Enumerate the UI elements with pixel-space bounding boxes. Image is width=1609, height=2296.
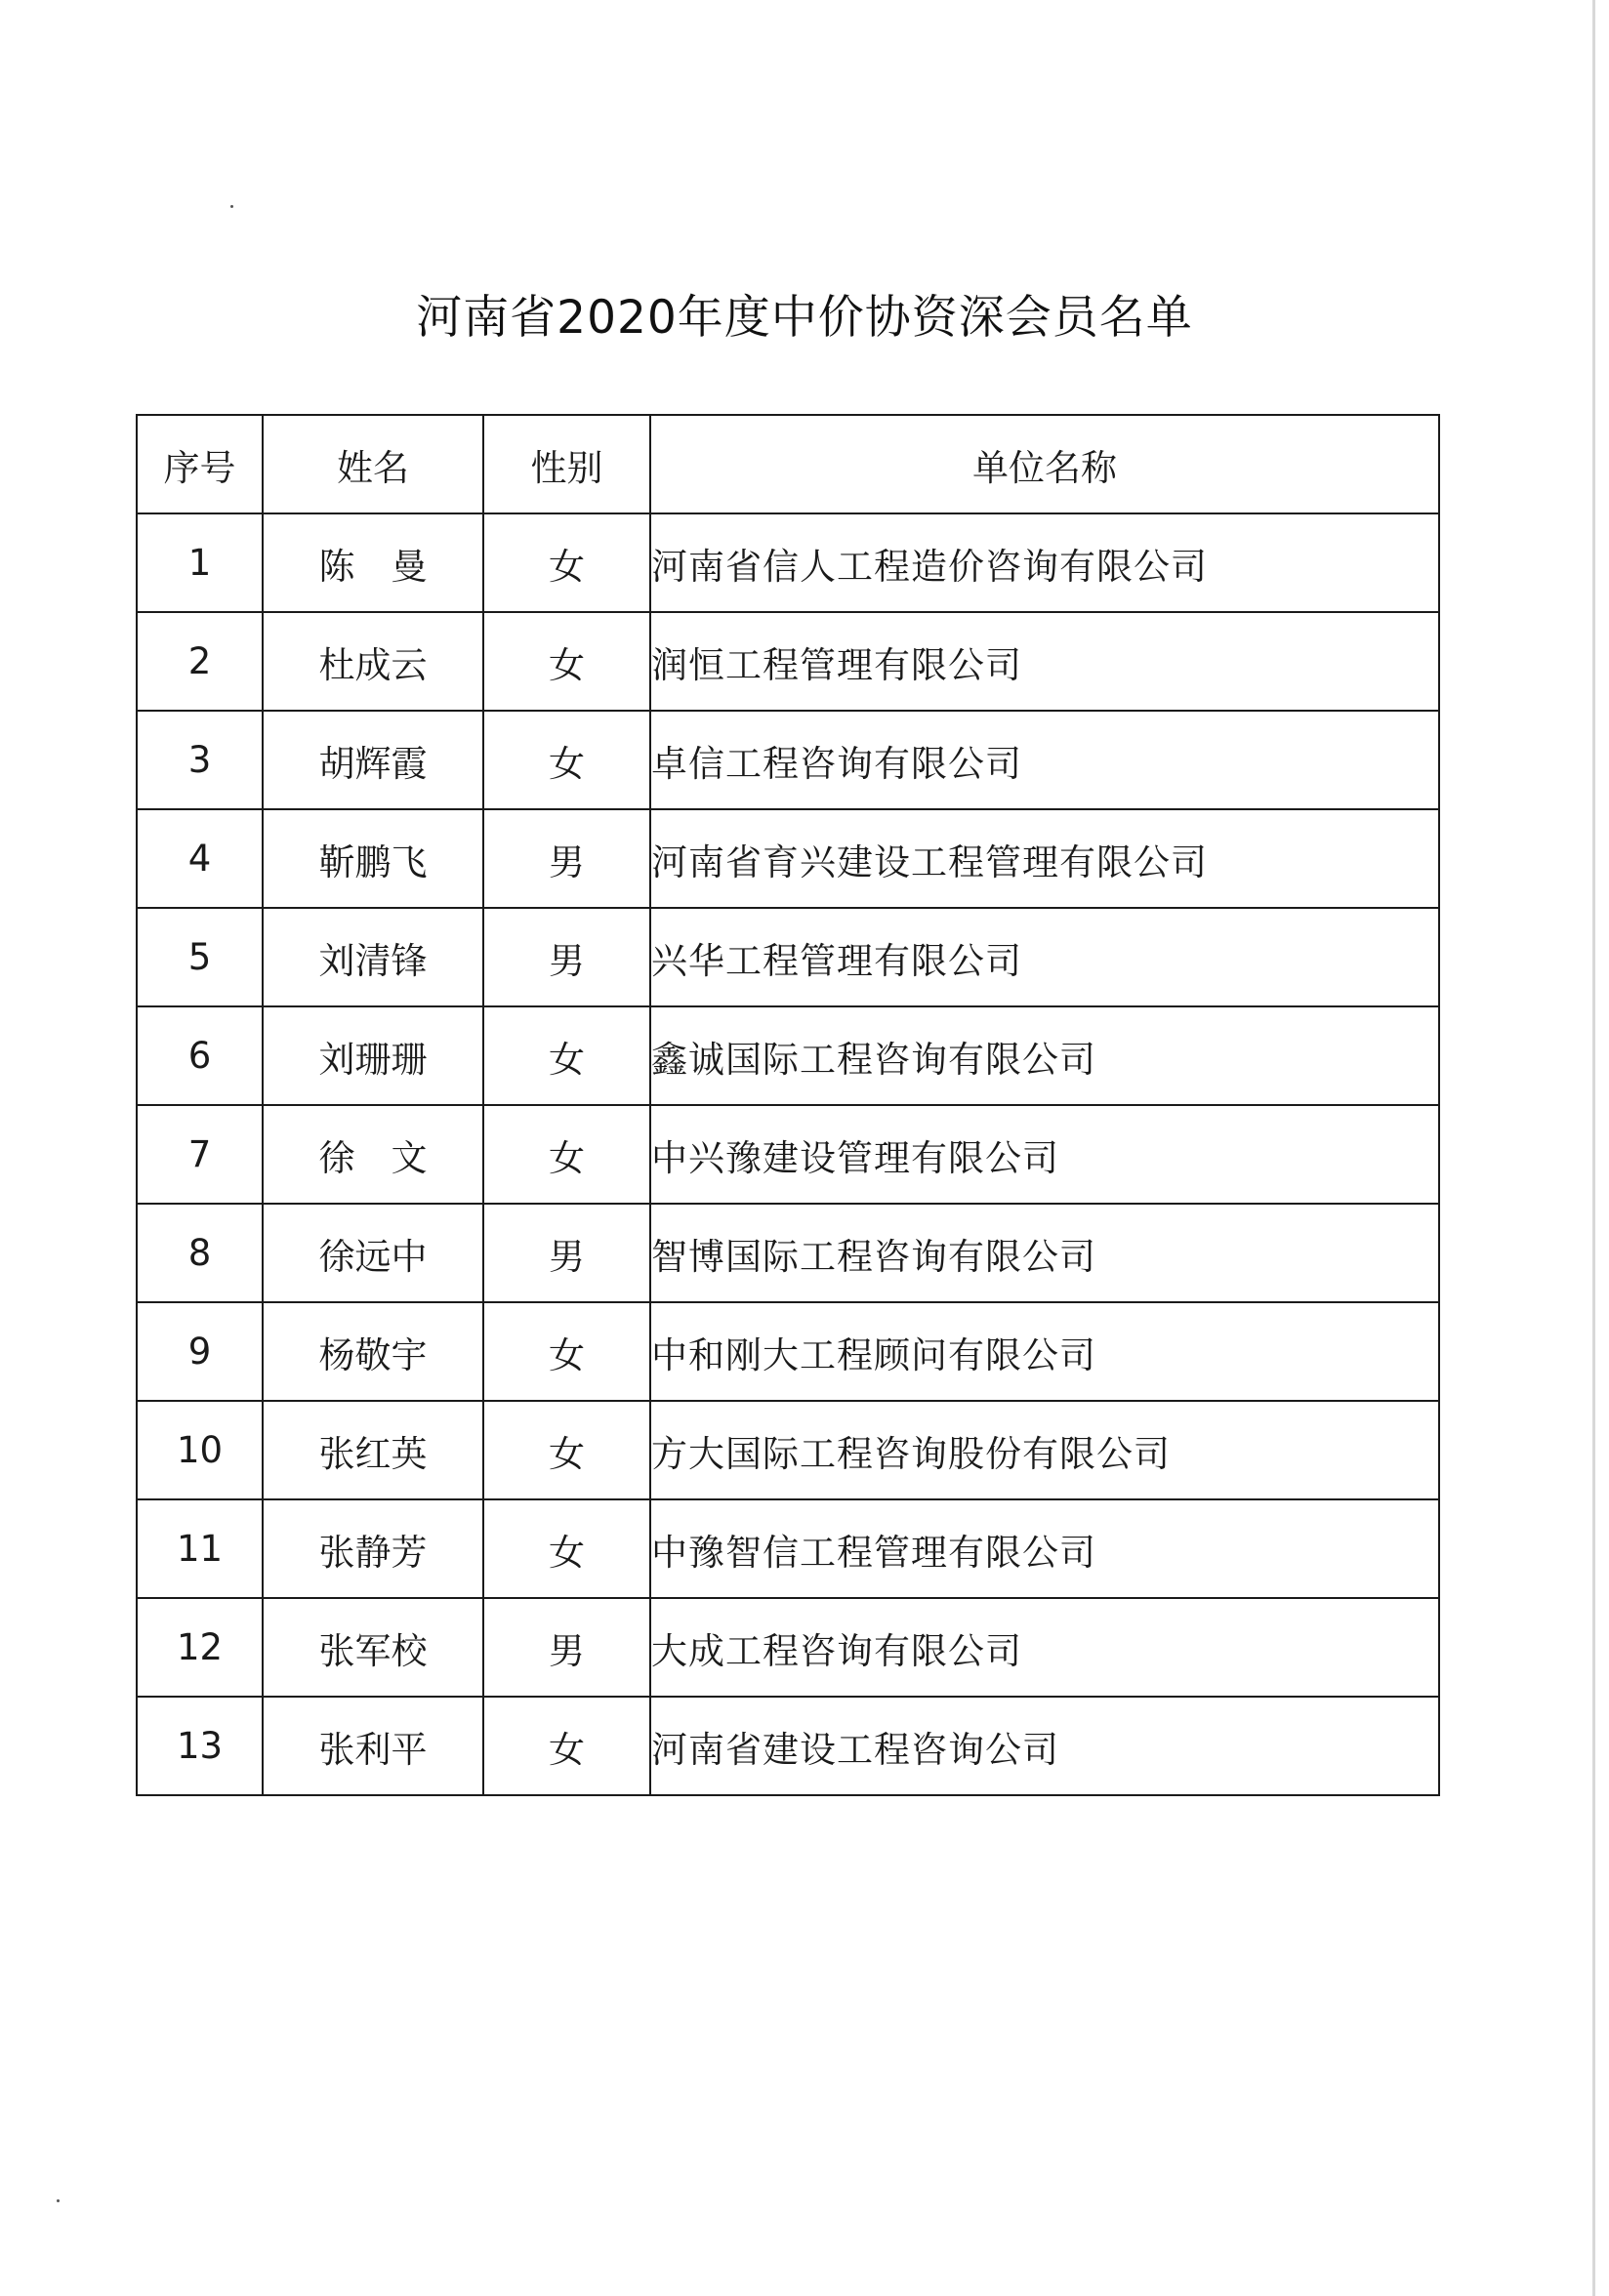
cell-org: 方大国际工程咨询股份有限公司 [650,1401,1439,1499]
table-row [137,1204,1439,1302]
cell-no: 13 [137,1697,263,1795]
cell-name: 刘珊珊 [263,1006,483,1105]
table-row [137,1105,1439,1204]
cell-name: 徐远中 [263,1204,483,1302]
cell-name: 张红英 [263,1401,483,1499]
cell-org: 河南省育兴建设工程管理有限公司 [650,809,1439,908]
table-row [137,1598,1439,1697]
table-row [137,1499,1439,1598]
cell-gender: 女 [483,612,650,711]
cell-org: 兴华工程管理有限公司 [650,908,1439,1006]
table-row [137,1302,1439,1401]
cell-no: 9 [137,1302,263,1401]
header-no: 序号 [137,415,263,513]
cell-org: 智博国际工程咨询有限公司 [650,1204,1439,1302]
member-table [136,414,1440,1796]
page-title: 河南省2020年度中价协资深会员名单 [416,291,1193,345]
scan-speck [57,2199,60,2202]
cell-org: 中和刚大工程顾问有限公司 [650,1302,1439,1401]
cell-no: 8 [137,1204,263,1302]
table-row [137,908,1439,1006]
table-row [137,612,1439,711]
cell-name: 杜成云 [263,612,483,711]
cell-name: 杨敬宇 [263,1302,483,1401]
cell-name: 靳鹏飞 [263,809,483,908]
table-row [137,513,1439,612]
cell-org: 中兴豫建设管理有限公司 [650,1105,1439,1204]
table-row [137,809,1439,908]
cell-gender: 女 [483,1302,650,1401]
cell-name: 张静芳 [263,1499,483,1598]
cell-no: 12 [137,1598,263,1697]
header-gender: 性别 [483,415,650,513]
cell-name: 刘清锋 [263,908,483,1006]
cell-gender: 男 [483,1598,650,1697]
cell-gender: 男 [483,809,650,908]
cell-gender: 女 [483,711,650,809]
cell-gender: 女 [483,1499,650,1598]
cell-no: 5 [137,908,263,1006]
cell-no: 7 [137,1105,263,1204]
cell-name: 张军校 [263,1598,483,1697]
cell-no: 2 [137,612,263,711]
cell-name: 张利平 [263,1697,483,1795]
scan-speck [230,205,233,208]
cell-no: 3 [137,711,263,809]
cell-gender: 女 [483,1401,650,1499]
header-name: 姓名 [263,415,483,513]
cell-org: 卓信工程咨询有限公司 [650,711,1439,809]
table-row [137,711,1439,809]
cell-org: 大成工程咨询有限公司 [650,1598,1439,1697]
cell-gender: 女 [483,513,650,612]
cell-gender: 女 [483,1006,650,1105]
cell-name: 陈 曼 [263,513,483,612]
cell-org: 润恒工程管理有限公司 [650,612,1439,711]
cell-name: 胡辉霞 [263,711,483,809]
cell-gender: 女 [483,1105,650,1204]
header-org: 单位名称 [650,415,1439,513]
cell-no: 11 [137,1499,263,1598]
cell-name: 徐 文 [263,1105,483,1204]
cell-gender: 男 [483,908,650,1006]
cell-org: 河南省信人工程造价咨询有限公司 [650,513,1439,612]
cell-org: 中豫智信工程管理有限公司 [650,1499,1439,1598]
cell-gender: 女 [483,1697,650,1795]
table-row [137,1697,1439,1795]
table-header-row [137,415,1439,513]
table-row [137,1006,1439,1105]
table-row [137,1401,1439,1499]
cell-gender: 男 [483,1204,650,1302]
cell-org: 鑫诚国际工程咨询有限公司 [650,1006,1439,1105]
cell-no: 6 [137,1006,263,1105]
cell-org: 河南省建设工程咨询公司 [650,1697,1439,1795]
cell-no: 4 [137,809,263,908]
cell-no: 10 [137,1401,263,1499]
cell-no: 1 [137,513,263,612]
